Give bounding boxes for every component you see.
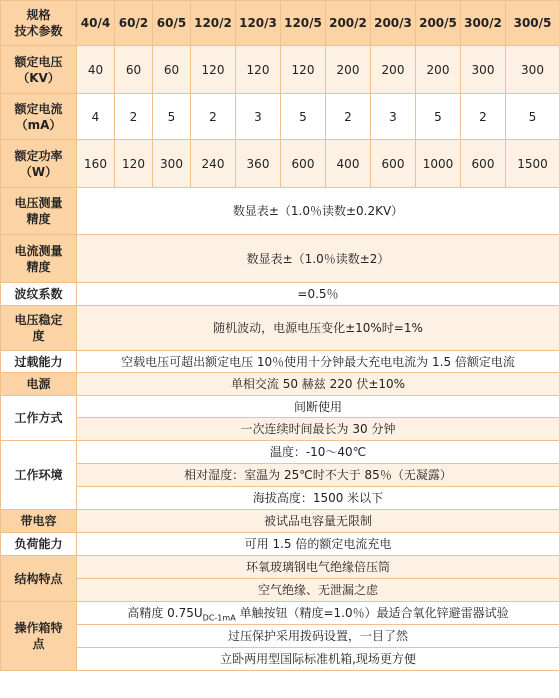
console-row <box>1 625 559 648</box>
model-header: 200/5 <box>416 1 461 46</box>
row-label: 结构特点 <box>1 556 77 602</box>
table-cell: 300 <box>506 46 559 94</box>
row-label: 带电容 <box>1 510 77 533</box>
table-cell: 600 <box>281 140 326 188</box>
table-cell: 120 <box>281 46 326 94</box>
row-label-line: 额定电流 <box>14 101 63 116</box>
table-cell: 4 <box>77 94 115 140</box>
model-header: 120/5 <box>281 1 326 46</box>
ripple-value: =0.5％ <box>77 283 559 306</box>
table-cell: 5 <box>506 94 559 140</box>
table-cell: 5 <box>416 94 461 140</box>
table-cell: 240 <box>191 140 236 188</box>
table-cell: 200 <box>416 46 461 94</box>
row-label-line: 精度 <box>26 259 51 274</box>
model-header: 200/2 <box>326 1 371 46</box>
work-mode-value: 间断使用 <box>77 396 559 418</box>
table-cell: 2 <box>191 94 236 140</box>
corner-cell <box>1 1 77 46</box>
stability-row <box>1 306 559 351</box>
environment-value: 相对湿度：室温为 25℃时不大于 85％（无凝露） <box>77 464 559 487</box>
overload-row <box>1 351 559 373</box>
model-header: 120/3 <box>236 1 281 46</box>
environment-row <box>1 464 559 487</box>
row-label <box>1 235 77 283</box>
table-cell: 400 <box>326 140 371 188</box>
load-capacity-row <box>1 533 559 556</box>
model-header: 60/2 <box>115 1 153 46</box>
row-label-unit: （mA） <box>15 117 62 132</box>
row-label-line: 电流测量 <box>14 243 63 258</box>
row-label-line: 点 <box>32 637 45 651</box>
capacitive-load-value: 被试品电容量无限制 <box>77 510 559 533</box>
header-row <box>1 1 559 46</box>
structure-value: 环氧玻璃钢电气绝缘倍压筒 <box>77 556 559 579</box>
table-cell: 60 <box>153 46 191 94</box>
table-cell: 3 <box>371 94 416 140</box>
table-cell: 2 <box>461 94 506 140</box>
table-cell: 2 <box>115 94 153 140</box>
table-cell: 5 <box>281 94 326 140</box>
row-label-line: 额定功率 <box>14 148 63 163</box>
table-cell: 40 <box>77 46 115 94</box>
work-mode-row <box>1 418 559 441</box>
corner-line1: 规格 <box>26 8 51 22</box>
table-cell: 300 <box>153 140 191 188</box>
row-label-line: 额定电压 <box>14 54 63 69</box>
structure-row <box>1 579 559 602</box>
row-label <box>1 306 77 351</box>
rated-voltage-row <box>1 46 559 94</box>
table-cell: 600 <box>461 140 506 188</box>
row-label-line: 电压测量 <box>14 196 63 210</box>
capacitive-load-row <box>1 510 559 533</box>
table-cell: 5 <box>153 94 191 140</box>
table-cell: 200 <box>371 46 416 94</box>
row-label <box>1 140 77 188</box>
power-supply-value: 单相交流 50 赫兹 220 伏±10% <box>77 373 559 396</box>
corner-line2: 技术参数 <box>14 24 63 38</box>
row-label: 电源 <box>1 373 77 396</box>
row-label: 工作方式 <box>1 396 77 441</box>
console-value <box>77 602 559 625</box>
row-label: 波纹系数 <box>1 283 77 306</box>
row-label-line: 精度 <box>26 212 51 226</box>
row-label-line: 操作箱特 <box>14 621 63 635</box>
table-cell: 200 <box>326 46 371 94</box>
model-header: 60/5 <box>153 1 191 46</box>
stability-value: 随机波动，电源电压变化±10%时=1% <box>77 306 559 351</box>
table-cell: 360 <box>236 140 281 188</box>
row-label <box>1 602 77 671</box>
structure-row <box>1 556 559 579</box>
environment-value: 海拔高度：1500 米以下 <box>77 487 559 510</box>
environment-row <box>1 487 559 510</box>
structure-value: 空气绝缘、无泄漏之虑 <box>77 579 559 602</box>
model-header: 40/4 <box>77 1 115 46</box>
table-cell: 120 <box>191 46 236 94</box>
table-cell: 600 <box>371 140 416 188</box>
row-label-unit: （KV） <box>17 70 60 85</box>
row-label-line: 度 <box>32 329 45 343</box>
ripple-row <box>1 283 559 306</box>
environment-row <box>1 441 559 464</box>
row-label <box>1 188 77 235</box>
rated-current-row <box>1 94 559 140</box>
power-supply-row <box>1 373 559 396</box>
voltage-accuracy-row <box>1 188 559 235</box>
row-label-unit: （W） <box>19 164 58 179</box>
table-cell: 300 <box>461 46 506 94</box>
current-accuracy-row <box>1 235 559 283</box>
rated-power-row <box>1 140 559 188</box>
voltage-accuracy-value: 数显表±（1.0％读数±0.2KV） <box>77 188 559 235</box>
model-header: 200/3 <box>371 1 416 46</box>
overload-value: 空载电压可超出额定电压 10％使用十分钟最大充电电流为 1.5 倍额定电流 <box>77 351 559 373</box>
environment-value: 温度：-10～40℃ <box>77 441 559 464</box>
model-header: 300/2 <box>461 1 506 46</box>
table-cell: 160 <box>77 140 115 188</box>
table-cell: 2 <box>326 94 371 140</box>
table-cell: 1500 <box>506 140 559 188</box>
console-text: 高精度 0.75U <box>127 606 203 620</box>
row-label <box>1 46 77 94</box>
console-row <box>1 648 559 671</box>
row-label-line: 电压稳定 <box>14 313 63 327</box>
console-subscript: DC-1mA <box>202 613 236 623</box>
row-label: 负荷能力 <box>1 533 77 556</box>
table-cell: 3 <box>236 94 281 140</box>
row-label <box>1 94 77 140</box>
table-cell: 120 <box>236 46 281 94</box>
model-header: 300/5 <box>506 1 559 46</box>
row-label: 过载能力 <box>1 351 77 373</box>
work-mode-row <box>1 396 559 418</box>
table-cell: 60 <box>115 46 153 94</box>
work-mode-value: 一次连续时间最长为 30 分钟 <box>77 418 559 441</box>
table-cell: 1000 <box>416 140 461 188</box>
table-cell: 120 <box>115 140 153 188</box>
current-accuracy-value: 数显表±（1.0％读数±2） <box>77 235 559 283</box>
console-row <box>1 602 559 625</box>
console-text: 单触按钮（精度=1.0％）最适合氧化锌避雷器试验 <box>235 606 509 620</box>
console-value: 过压保护采用拨码设置，一目了然 <box>77 625 559 648</box>
row-label: 工作环境 <box>1 441 77 510</box>
console-value: 立卧两用型国际标准机箱,现场更方便 <box>77 648 559 671</box>
load-capacity-value: 可用 1.5 倍的额定电流充电 <box>77 533 559 556</box>
model-header: 120/2 <box>191 1 236 46</box>
